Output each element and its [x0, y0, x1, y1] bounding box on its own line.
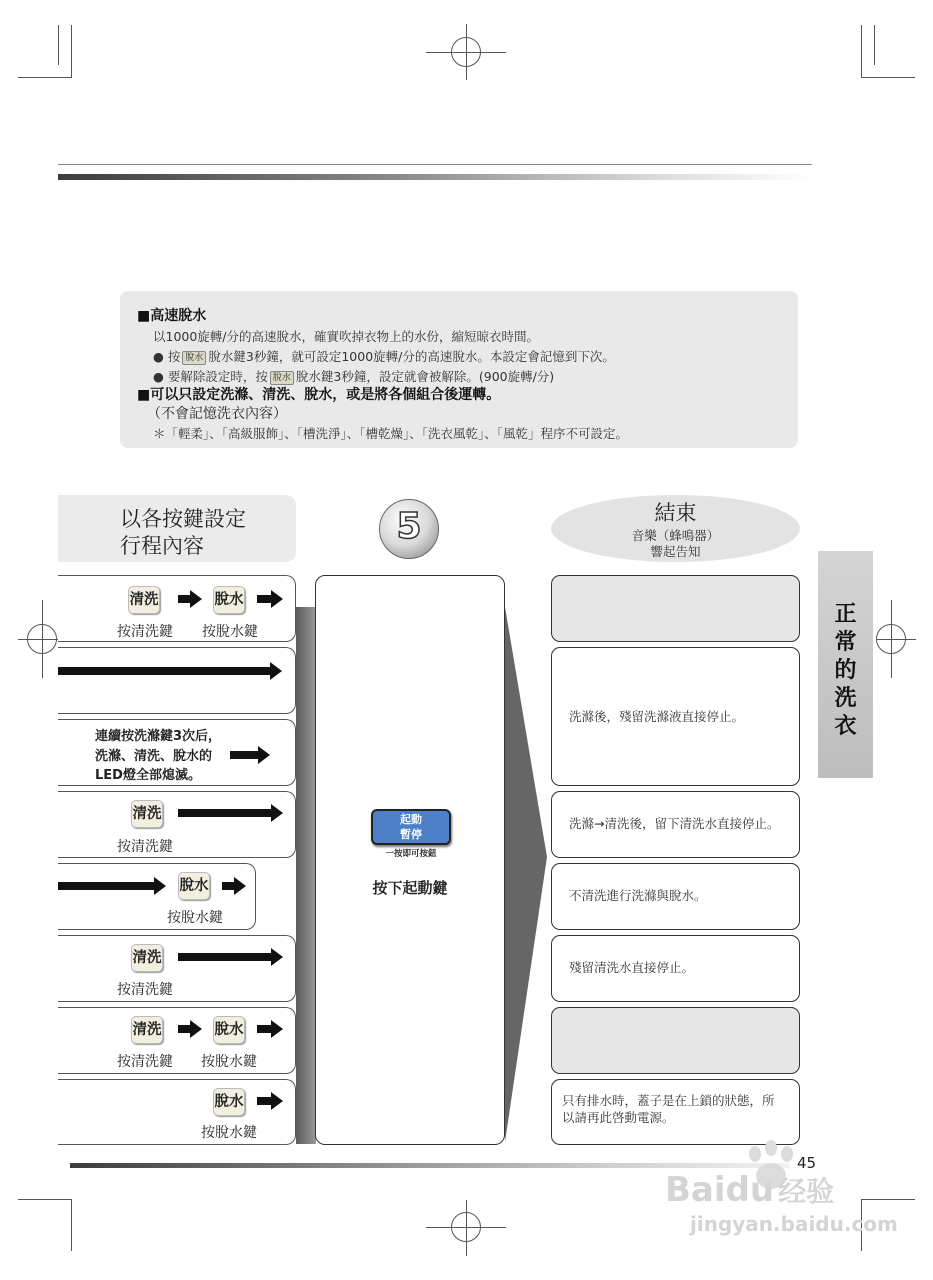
program-row-7	[58, 1007, 296, 1074]
result-row-5	[551, 863, 800, 930]
crop-mark	[18, 77, 72, 78]
program-row-6	[58, 935, 296, 1002]
result-text-4: 洗滌→清洗後，留下清洗水直接停止。	[569, 816, 780, 831]
spin-key-label: 按脫水鍵	[201, 1125, 257, 1141]
watermark-url: jingyan.baidu.com	[690, 1212, 898, 1236]
note-bullet-2-pre: ● 要解除設定時，按	[153, 369, 268, 384]
crop-mark	[876, 639, 916, 640]
spin-key-label: 按脫水鍵	[201, 1054, 257, 1070]
start-button-sub: 一按即可按鈕	[385, 849, 437, 859]
crop-mark	[18, 639, 58, 640]
spin-key[interactable]: 脫水	[213, 1016, 245, 1044]
spin-key[interactable]: 脫水	[213, 586, 245, 614]
result-row-7	[551, 1007, 800, 1074]
result-text-8b: 以請再此啓動電源。	[562, 1110, 675, 1125]
crop-mark	[71, 1199, 72, 1251]
note-desc: 以1000旋轉/分的高速脫水，確實吹掉衣物上的水份，縮短晾衣時間。	[153, 329, 540, 344]
left-header-line1: 以各按鍵設定	[120, 507, 246, 531]
program-row-5	[58, 863, 256, 930]
crop-mark	[891, 600, 892, 678]
result-row-2	[551, 647, 800, 786]
press-start-caption: 按下起動鍵	[372, 879, 448, 897]
note-combo-note: ＊「輕柔」、「高級服飾」、「槽洗淨」、「槽乾燥」、「洗衣風乾」、「風乾」程序不可設定。	[153, 426, 629, 441]
connector-strip	[296, 607, 316, 1144]
end-line2: 響起告知	[650, 544, 701, 559]
start-step-box	[315, 575, 505, 1145]
crop-mark	[861, 1199, 915, 1200]
left-header-line2: 行程內容	[120, 534, 204, 558]
crop-mark	[874, 25, 875, 65]
program-row-2	[58, 647, 296, 714]
spin-key-icon: 脫水	[182, 351, 206, 365]
result-row-6	[551, 935, 800, 1002]
crop-mark	[466, 24, 467, 80]
crop-mark	[42, 600, 43, 678]
rinse-key[interactable]: 清洗	[131, 1016, 163, 1044]
start-button-line1: 起動	[400, 813, 422, 826]
step-number: 5	[396, 506, 422, 547]
watermark-brand-cn: 经验	[778, 1175, 835, 1208]
crop-mark	[18, 1199, 72, 1200]
end-title: 結束	[654, 501, 697, 525]
row3-line2: 洗滌、清洗、脫水的	[95, 749, 213, 764]
note-bullet-2	[153, 367, 554, 385]
rinse-key-label: 按清洗鍵	[117, 1054, 173, 1070]
note-title: ■高速脫水	[137, 308, 207, 324]
row3-line1: 連續按洗滌鍵3次后，	[95, 729, 222, 744]
note-bullet-1-pre: ● 按	[153, 349, 181, 364]
rinse-key[interactable]: 清洗	[131, 800, 163, 828]
spin-key-icon: 脫水	[270, 371, 294, 385]
rinse-key[interactable]: 清洗	[128, 586, 160, 614]
start-pause-button[interactable]	[371, 809, 451, 845]
rinse-key-label: 按清洗鍵	[117, 624, 173, 640]
note-combo-sub: （不會記憶洗衣內容）	[147, 406, 287, 422]
rinse-key-label: 按清洗鍵	[117, 839, 173, 855]
top-rule	[58, 164, 812, 165]
spin-key-label: 按脫水鍵	[202, 624, 258, 640]
program-row-1	[58, 575, 296, 642]
result-row-1	[551, 575, 800, 642]
watermark-brand	[665, 1170, 834, 1210]
end-line1: 音樂（蜂鳴器）	[631, 528, 720, 543]
side-tab-text: 正 常 的 洗 衣	[834, 602, 857, 739]
result-text-6: 殘留清洗水直接停止。	[569, 960, 695, 975]
page-number: 45	[797, 1154, 817, 1172]
crop-mark	[71, 25, 72, 77]
crop-mark	[861, 77, 915, 78]
result-row-4	[551, 791, 800, 858]
bottom-gradient-bar	[70, 1163, 790, 1168]
rinse-key-label: 按清洗鍵	[117, 982, 173, 998]
section-side-tab	[818, 551, 873, 778]
start-button-line2: 暫停	[400, 828, 422, 841]
crop-mark	[58, 25, 59, 65]
note-combo-title: ■可以只設定洗滌、清洗、脫水，或是將各個組合後運轉。	[137, 387, 501, 403]
spin-key[interactable]: 脫水	[213, 1088, 245, 1116]
note-bullet-1	[153, 347, 615, 365]
row3-line3: LED燈全部熄滅。	[95, 768, 201, 783]
result-text-2: 洗滌後，殘留洗滌液直接停止。	[569, 709, 745, 724]
rinse-key[interactable]: 清洗	[131, 944, 163, 972]
spin-key-label: 按脫水鍵	[167, 910, 223, 926]
program-row-8	[58, 1079, 296, 1145]
flow-wedge	[505, 607, 547, 1147]
program-row-4	[58, 791, 296, 858]
result-text-8a: 只有排水時，蓋子是在上鎖的狀態，所	[562, 1093, 775, 1108]
note-bullet-1-post: 脫水鍵3秒鐘，就可設定1000旋轉/分的高速脫水。本設定會記憶到下次。	[208, 349, 615, 364]
result-text-5: 不清洗進行洗滌與脫水。	[569, 888, 707, 903]
spin-key[interactable]: 脫水	[178, 872, 210, 900]
note-bullet-2-post: 脫水鍵3秒鐘，設定就會被解除。(900旋轉/分)	[295, 369, 555, 384]
top-gradient-bar	[58, 174, 812, 180]
step-number-badge	[379, 499, 439, 559]
result-row-8	[551, 1079, 800, 1145]
watermark-brand-en: Baidu	[665, 1170, 775, 1210]
crop-mark	[861, 25, 862, 77]
crop-mark	[466, 1200, 467, 1256]
